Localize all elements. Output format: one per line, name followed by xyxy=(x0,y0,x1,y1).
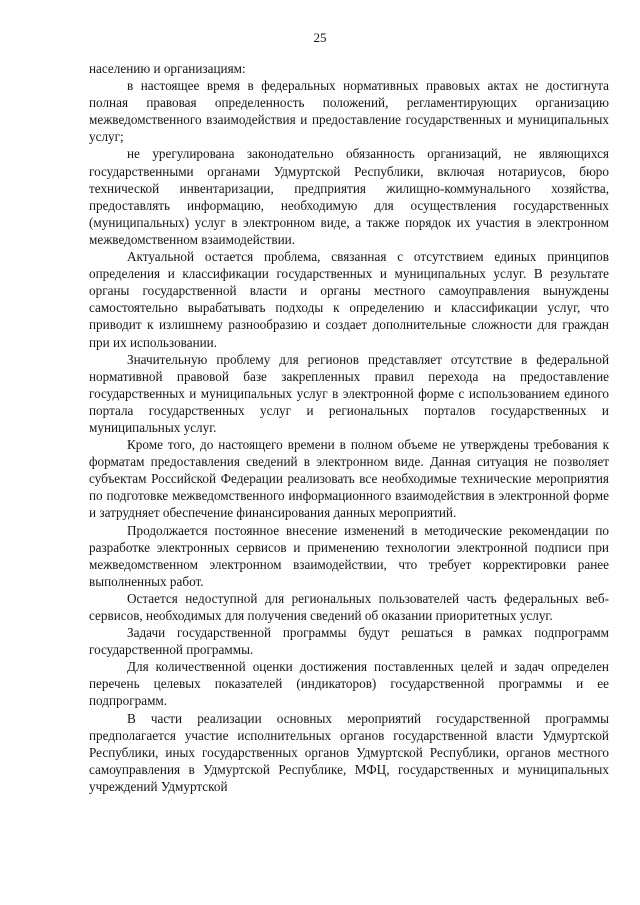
paragraph: не урегулирована законодательно обязанность организаций, не являющихся государственными органами Удмуртской Республики, включая нотариусов, бюро технической инвентаризации, предприятия жилищно-коммунального хозяйства, предоставлять информацию, необходимую для осуществления государственных (муниципальных) услуг в электронном виде, а также порядок их участия в электронном межведомственном взаимодействии. xyxy=(89,146,609,247)
paragraph: населению и организациям: xyxy=(89,61,246,76)
paragraph: Продолжается постоянное внесение изменений в методические рекомендации по разработке электронных сервисов и применению технологии электронной подписи при межведомственном электронном взаимодействии, что требует корректировки ранее выполненных работ. xyxy=(89,522,609,589)
paragraph: Актуальной остается проблема, связанная с отсутствием единых принципов определения и классификации государственных и муниципальных услуг. В результате органы государственной власти и органы местного самоуправления вынуждены самостоятельно вырабатывать подходы к определению и классификации услуг, что приводит к излишнему разнообразию и создает дополнительные сложности для граждан при их использовании. xyxy=(89,249,609,350)
paragraph: Для количественной оценки достижения поставленных целей и задач определен перечень целевых показателей (индикаторов) государственной программы и ее подпрограмм. xyxy=(89,659,609,709)
paragraph: Значительную проблему для регионов представляет отсутствие в федеральной нормативной правовой базе закрепленных правил перехода на предоставление государственных и муниципальных услуг в электронной форме с использованием единого портала государственных услуг и региональных порталов государственных и муниципальных услуг. xyxy=(89,351,609,435)
page-number: 25 xyxy=(313,30,327,45)
document-body xyxy=(89,60,609,795)
paragraph: В части реализации основных мероприятий государственной программы предполагается участие исполнительных органов государственной власти Удмуртской Республики, иных государственных органов Удмуртской Республики, органов местного самоуправления в Удмуртской Республике, МФЦ, государственных и муниципальных учреждений Удмуртской xyxy=(89,710,609,794)
paragraph: Задачи государственной программы будут решаться в рамках подпрограмм государственной программы. xyxy=(89,625,609,658)
paragraph: Кроме того, до настоящего времени в полном объеме не утверждены требования к форматам предоставления сведений в электронном виде. Данная ситуация не позволяет субъектам Российской Федерации реализовать все необходимые технические мероприятия по подготовке межведомственного информационного взаимодействия в электронной форме и затрудняет обеспечение финансирования данных мероприятий. xyxy=(89,437,609,521)
paragraph: в настоящее время в федеральных нормативных правовых актах не достигнута полная правовая определенность положений, регламентирующих организацию межведомственного взаимодействия и предоставление государственных и муниципальных услуг; xyxy=(89,78,609,145)
paragraph: Остается недоступной для региональных пользователей часть федеральных веб-сервисов, необходимых для получения сведений об оказании приоритетных услуг. xyxy=(89,590,609,623)
